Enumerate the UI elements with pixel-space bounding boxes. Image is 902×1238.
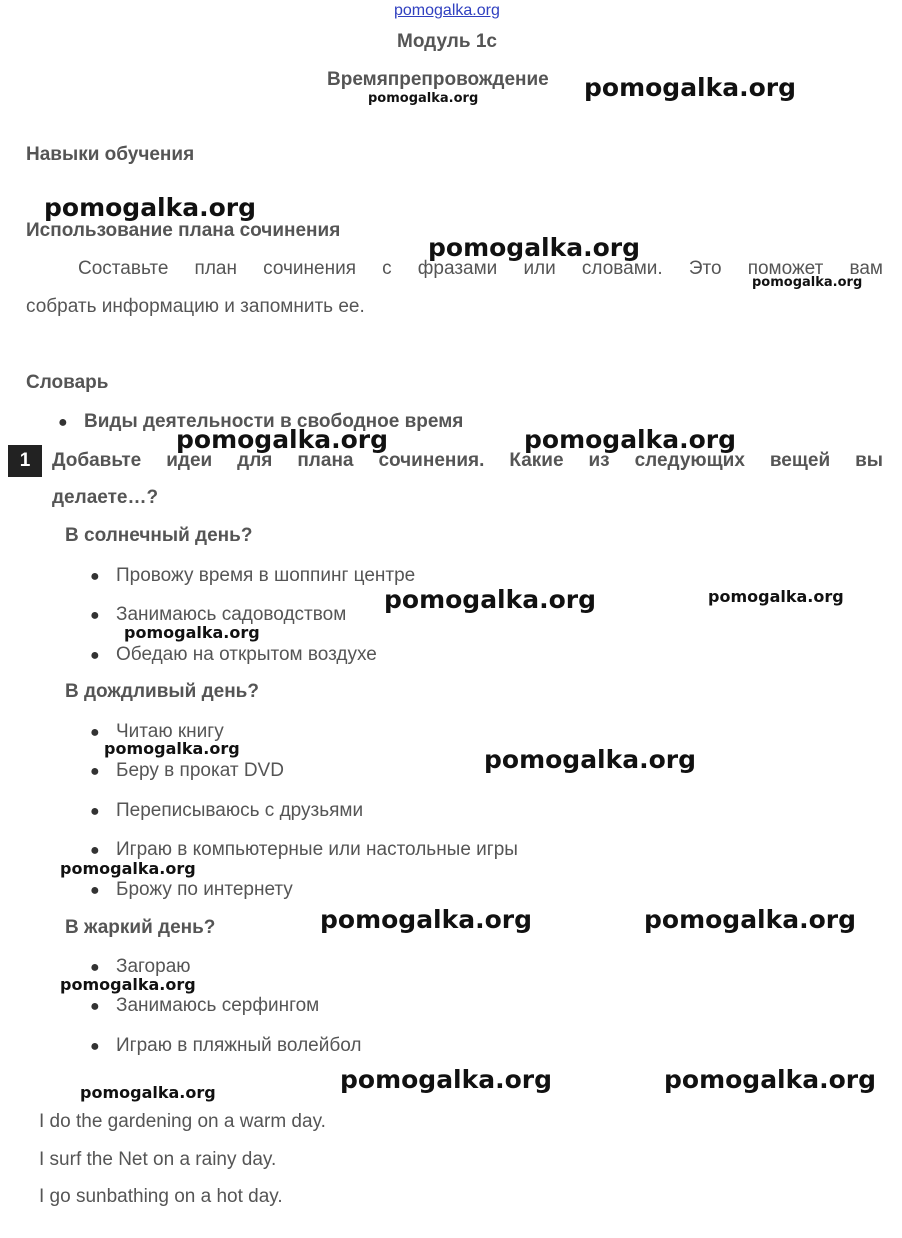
bullet-icon: ●	[90, 568, 100, 585]
list-item-label: Обедаю на открытом воздухе	[116, 644, 377, 665]
watermark: pomogalka.org	[428, 233, 641, 262]
list-item	[90, 839, 518, 861]
watermark: pomogalka.org	[60, 859, 196, 878]
group-rainy-title: В дождливый день?	[65, 681, 259, 702]
bullet-icon: ●	[90, 842, 100, 859]
list-item-label: Беру в прокат DVD	[116, 760, 284, 781]
list-item	[90, 879, 293, 901]
exercise-task-line1: Добавьте идеи для плана сочинения. Какие из следующих вещей вы	[52, 450, 883, 471]
list-item-label: Читаю книгу	[116, 721, 224, 742]
watermark: pomogalka.org	[368, 91, 479, 106]
list-item	[90, 995, 319, 1017]
module-title: Модуль 1с	[397, 31, 497, 52]
list-item-label: Играю в компьютерные или настольные игры	[116, 839, 518, 860]
answer-line: I surf the Net on a rainy day.	[39, 1149, 277, 1170]
list-item	[90, 800, 363, 822]
list-item-label: Играю в пляжный волейбол	[116, 1035, 362, 1056]
group-sunny-title: В солнечный день?	[65, 525, 253, 546]
topic-title: Времяпрепровождение	[327, 69, 549, 90]
watermark: pomogalka.org	[708, 587, 844, 606]
bullet-icon: ●	[90, 803, 100, 820]
bullet-icon: ●	[90, 1038, 100, 1055]
list-item-label: Переписываюсь с друзьями	[116, 800, 364, 821]
watermark: pomogalka.org	[644, 905, 857, 934]
bullet-icon: ●	[58, 414, 68, 431]
watermark: pomogalka.org	[124, 623, 260, 642]
bullet-icon: ●	[90, 647, 100, 664]
list-item-label: Брожу по интернету	[116, 879, 293, 900]
group-hot-title: В жаркий день?	[65, 917, 216, 938]
watermark: pomogalka.org	[484, 745, 697, 774]
vocab-item-label: Виды деятельности в свободное время	[84, 411, 464, 432]
plan-text-line2: собрать информацию и запомнить ее.	[26, 296, 365, 317]
watermark: pomogalka.org	[340, 1065, 553, 1094]
exercise-number: 1	[8, 445, 42, 477]
watermark: pomogalka.org	[664, 1065, 877, 1094]
watermark: pomogalka.org	[80, 1083, 216, 1102]
list-item	[90, 760, 284, 782]
answer-line: I go sunbathing on a hot day.	[39, 1186, 283, 1207]
top-watermark-link[interactable]: pomogalka.org	[394, 2, 500, 19]
watermark: pomogalka.org	[44, 193, 257, 222]
list-item-label: Занимаюсь садоводством	[116, 604, 347, 625]
list-item	[90, 644, 377, 666]
watermark: pomogalka.org	[752, 275, 863, 290]
watermark: pomogalka.org	[524, 425, 737, 454]
answer-line: I do the gardening on a warm day.	[39, 1111, 326, 1132]
bullet-icon: ●	[90, 763, 100, 780]
plan-heading: Использование плана сочинения	[26, 220, 341, 241]
watermark: pomogalka.org	[320, 905, 533, 934]
bullet-icon: ●	[90, 882, 100, 899]
plan-text-line1: Составьте план сочинения с фразами или словами. Это поможет вам	[78, 258, 883, 279]
watermark: pomogalka.org	[104, 739, 240, 758]
bullet-icon: ●	[90, 724, 100, 741]
list-item	[90, 565, 415, 587]
bullet-icon: ●	[90, 607, 100, 624]
list-item-label: Провожу время в шоппинг центре	[116, 565, 416, 586]
list-item-label: Загораю	[116, 956, 191, 977]
list-item-label: Занимаюсь серфингом	[116, 995, 320, 1016]
watermark: pomogalka.org	[176, 425, 389, 454]
bullet-icon: ●	[90, 959, 100, 976]
watermark: pomogalka.org	[384, 585, 597, 614]
watermark: pomogalka.org	[584, 73, 797, 102]
bullet-icon: ●	[90, 998, 100, 1015]
list-item	[90, 1035, 361, 1057]
vocab-heading: Словарь	[26, 372, 109, 393]
skills-heading: Навыки обучения	[26, 144, 195, 165]
exercise-task-line2: делаете…?	[52, 487, 159, 508]
watermark: pomogalka.org	[60, 975, 196, 994]
